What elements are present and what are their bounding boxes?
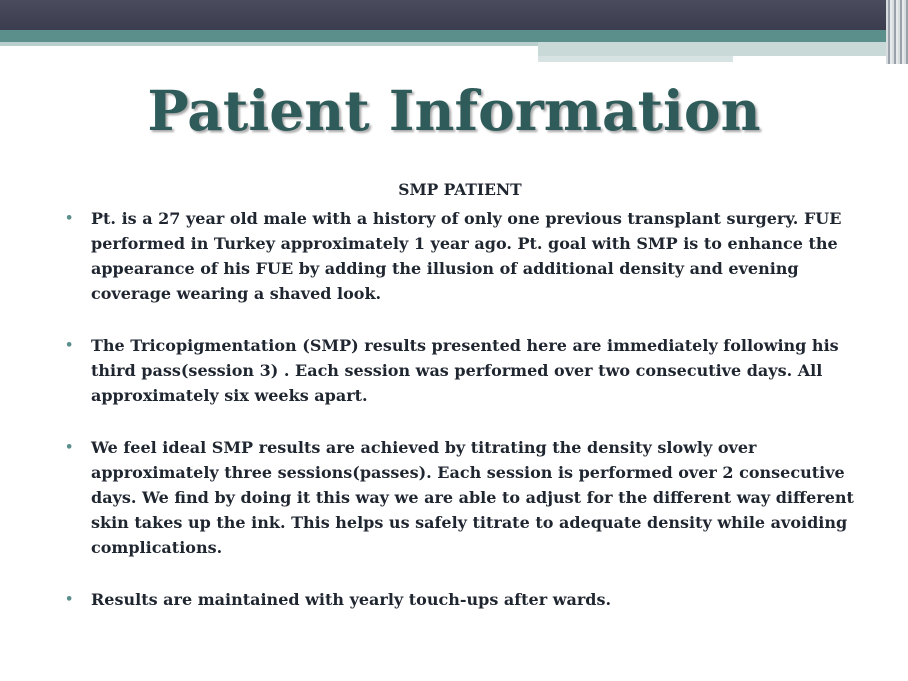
bullet-item: [63, 206, 863, 306]
slide-title: Patient Information: [147, 78, 761, 143]
header-bar-dark: [0, 0, 908, 30]
bullet-icon: •: [65, 211, 74, 226]
bullet-text: Results are maintained with yearly touch-ups after wards.: [91, 590, 612, 609]
slide-subtitle: SMP PATIENT: [398, 180, 522, 199]
bullet-icon: •: [65, 440, 74, 455]
header-bar-teal: [0, 30, 908, 42]
bullet-item: [63, 587, 863, 612]
bullet-text: We feel ideal SMP results are achieved by titrating the density slowly over approximately three sessions(passes). Each session is performed over 2 consecutive days. We find by doing it this way we are able to adjust for the different way different skin takes up the ink. This helps us safely titrate to adequate density while avoiding complications.: [91, 438, 854, 557]
header-bar-light-small: [538, 56, 733, 62]
bullet-list: [63, 206, 863, 639]
header-bar-light-left: [0, 42, 538, 46]
bullet-text: Pt. is a 27 year old male with a history of only one previous transplant surgery. FUE performed in Turkey approximately 1 year ago. Pt. goal with SMP is to enhance the appearance of his FUE by adding the illusion of additional density and evening coverage wearing a shaved look.: [91, 209, 842, 303]
bullet-item: [63, 333, 863, 408]
bullet-text: The Tricopigmentation (SMP) results presented here are immediately following his third pass(session 3) . Each session was performed over two consecutive days. All approximately six weeks apart.: [91, 336, 839, 405]
header-edge-stripes: [886, 0, 908, 64]
bullet-icon: •: [65, 592, 74, 607]
header-bar-light-right: [538, 42, 888, 56]
bullet-icon: •: [65, 338, 74, 353]
bullet-item: [63, 435, 863, 560]
